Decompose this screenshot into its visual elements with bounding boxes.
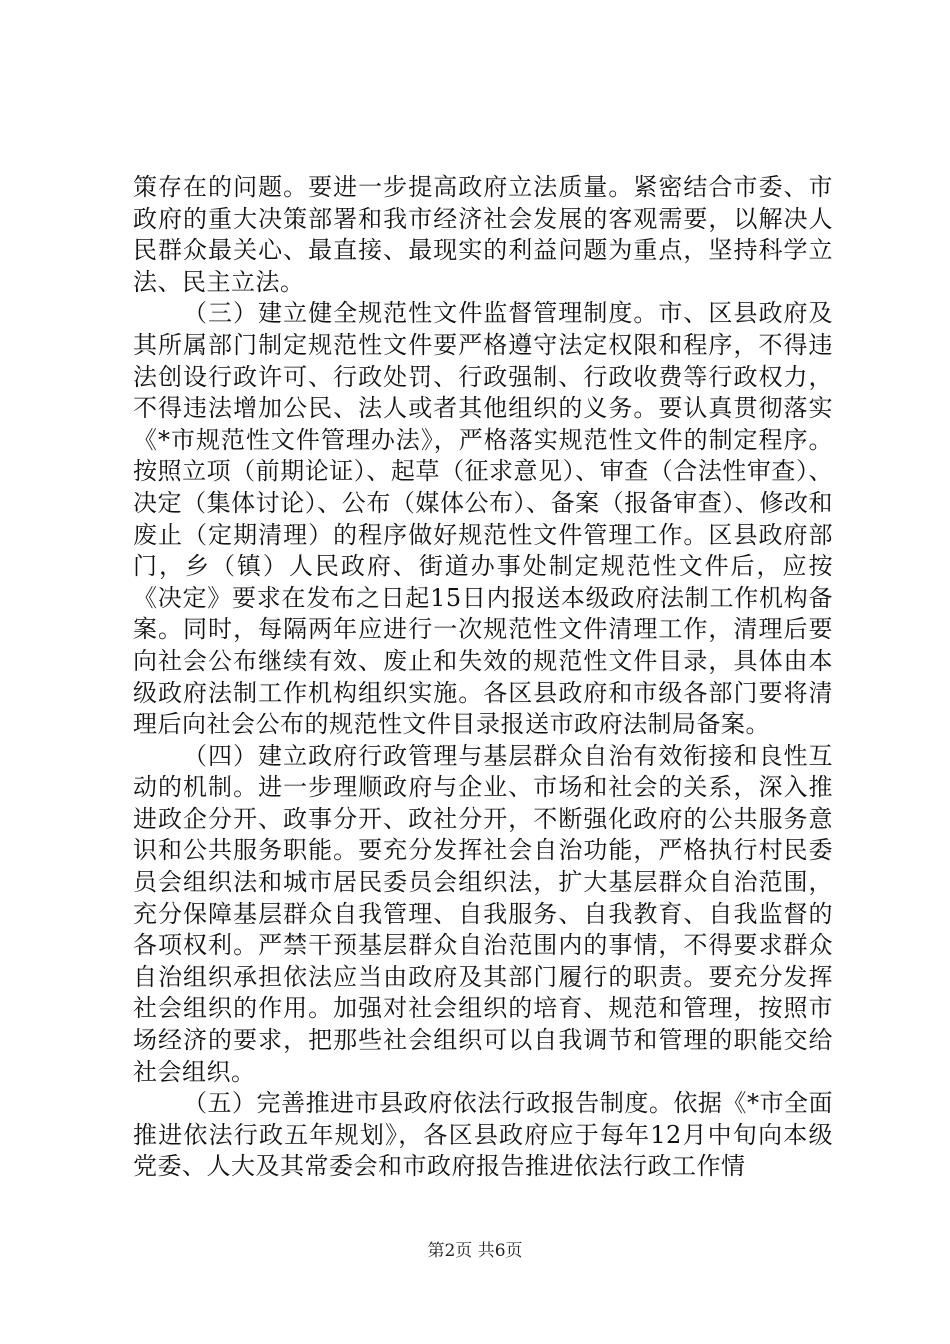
paragraph-section-4: （四）建立政府行政管理与基层群众自治有效衔接和良性互动的机制。进一步理顺政府与企业、市场和社会的关系，深入推进政企分开、政事分开、政社分开，不断强化政府的公共服务意识和公共服务职能。要充分发挥社会自治功能，严格执行村民委员会组织法和城市居民委员会组织法，扩大基层群众自治范围，充分保障基层群众自我管理、自我服务、自我教育、自我监督的各项权利。严禁干预基层群众自治范围内的事情，不得要求群众自治组织承担依法应当由政府及其部门履行的职责。要充分发挥社会组织的作用。加强对社会组织的培育、规范和管理，按照市场经济的要求，把那些社会组织可以自我调节和管理的职能交给社会组织。 xyxy=(133,741,833,1086)
paragraph-section-3: （三）建立健全规范性文件监督管理制度。市、区县政府及其所属部门制定规范性文件要严格遵守法定权限和程序，不得违法创设行政许可、行政处罚、行政强制、行政收费等行政权力，不得违法增加公民、法人或者其他组织的义务。要认真贯彻落实《*市规范性文件管理办法》，严格落实规范性文件的制定程序。按照立项（前期论证）、起草（征求意见）、审查（合法性审查）、决定（集体讨论）、公布（媒体公布）、备案（报备审查）、修改和废止（定期清理）的程序做好规范性文件管理工作。区县政府部门，乡（镇）人民政府、街道办事处制定规范性文件后，应按《决定》要求在发布之日起15日内报送本级政府法制工作机构备案。同时，每隔两年应进行一次规范性文件清理工作，清理后要向社会公布继续有效、废止和失效的规范性文件目录，具体由本级政府法制工作机构组织实施。各区县政府和市级各部门要将清理后向社会公布的规范性文件目录报送市政府法制局备案。 xyxy=(133,299,833,739)
document-body xyxy=(133,172,833,1183)
paragraph-section-5: （五）完善推进市县政府依法行政报告制度。依据《*市全面推进依法行政五年规划》，各区县政府应于每年12月中旬向本级党委、人大及其常委会和市政府报告推进依法行政工作情 xyxy=(133,1089,833,1181)
page-footer: 第2页 共6页 xyxy=(427,1241,523,1261)
paragraph-continuation: 策存在的问题。要进一步提高政府立法质量。紧密结合市委、市政府的重大决策部署和我市经济社会发展的客观需要，以解决人民群众最关心、最直接、最现实的利益问题为重点，坚持科学立法、民主立法。 xyxy=(133,173,833,296)
